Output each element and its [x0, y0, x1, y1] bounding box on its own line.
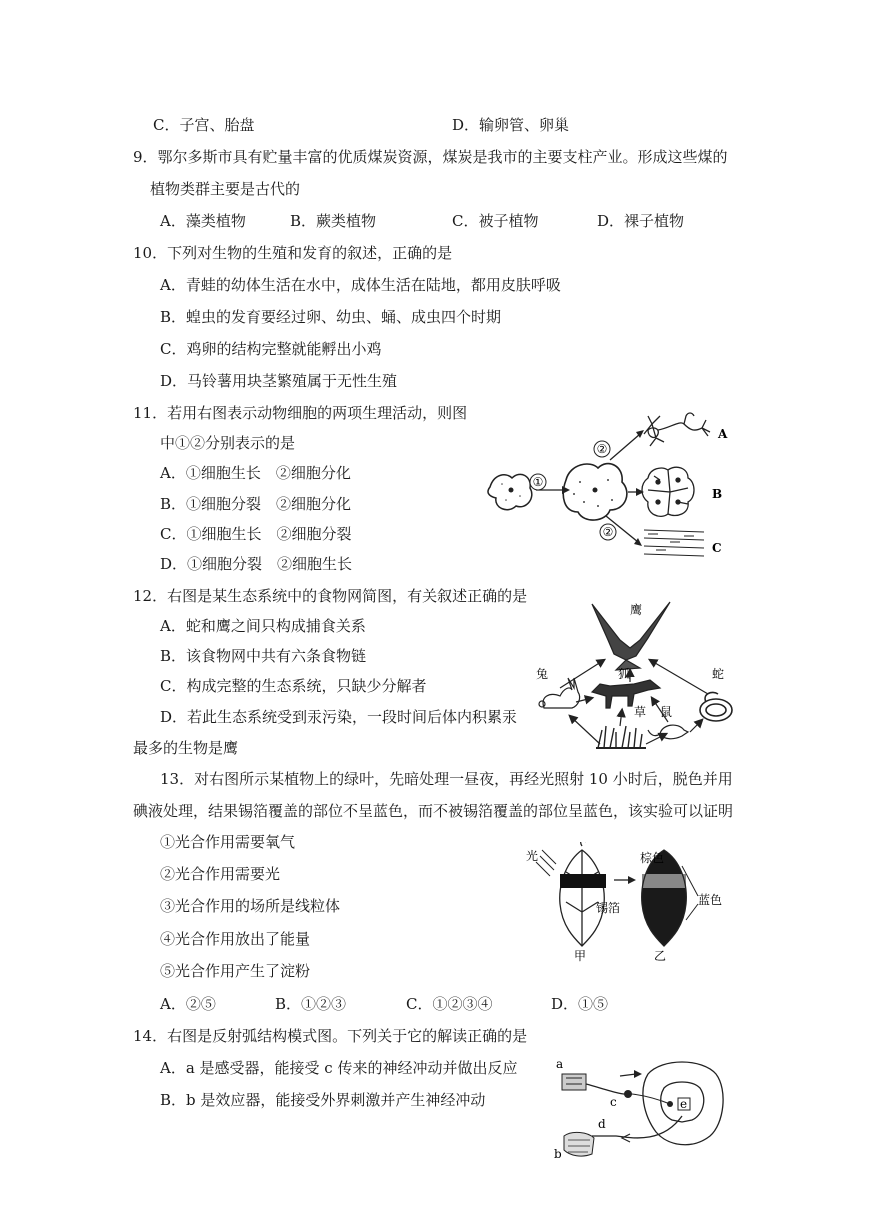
label-b: b [554, 1147, 562, 1161]
label-c: C [712, 541, 722, 555]
q12-option-b: B．该食物网中共有六条食物链 [160, 647, 367, 665]
neuron-cell [644, 413, 710, 446]
food-web-diagram [530, 598, 760, 758]
rabbit-icon [539, 678, 580, 708]
label-d: d [598, 1117, 606, 1131]
q10-stem: 10．下列对生物的生殖和发育的叙述，正确的是 [133, 244, 453, 262]
q14-stem: 14．右图是反射弧结构模式图。下列关于它的解读正确的是 [133, 1027, 528, 1045]
label-e: e [680, 1097, 688, 1111]
snake-label: 蛇 [712, 667, 725, 681]
q13-statement-2: ②光合作用需要光 [160, 865, 281, 883]
label-a: A [718, 427, 728, 441]
leaf-experiment-diagram [522, 842, 732, 962]
q14-option-b: B．b 是效应器，能接受外界刺激并产生神经冲动 [160, 1091, 486, 1109]
light-label: 光 [526, 849, 539, 863]
q9-option-c: C．被子植物 [452, 212, 539, 230]
q9-option-a: A．藻类植物 [160, 212, 246, 230]
q13-option-a: A．②⑤ [160, 995, 216, 1013]
mouse-label: 鼠 [660, 705, 673, 719]
leaf-jia [560, 842, 605, 946]
q13-option-b: B．①②③ [275, 995, 347, 1013]
fox-icon [592, 680, 660, 708]
effector-icon [564, 1132, 594, 1156]
q11-option-b: B．①细胞分裂 ②细胞分化 [160, 495, 352, 513]
q9-stem-line1: 9．鄂尔多斯市具有贮量丰富的优质煤炭资源，煤炭是我市的主要支柱产业。形成这些煤的 [133, 148, 728, 166]
q11-stem-line2: 中①②分别表示的是 [160, 434, 296, 452]
snake-icon [700, 692, 732, 721]
fox-label: 狐 [618, 667, 631, 681]
arrow-2a-label: ② [596, 442, 608, 456]
rabbit-label: 兔 [536, 667, 549, 681]
leaf-jia-label: 甲 [574, 949, 587, 962]
q13-option-d: D．①⑤ [551, 995, 609, 1013]
label-c: c [610, 1095, 617, 1109]
q8-option-c: C．子宫、胎盘 [153, 116, 255, 134]
q12-option-c: C．构成完整的生态系统，只缺少分解者 [160, 677, 427, 695]
q12-stem: 12．右图是某生态系统中的食物网简图，有关叙述正确的是 [133, 587, 528, 605]
arrow-2b-label: ② [602, 525, 614, 539]
brown-label: 棕色 [640, 851, 665, 865]
mouse-icon [648, 725, 688, 739]
epithelial-cells [642, 467, 694, 516]
q13-option-c: C．①②③④ [406, 995, 493, 1013]
label-b: B [712, 487, 723, 501]
q9-option-d: D．裸子植物 [597, 212, 685, 230]
q13-stem-line1: 13．对右图所示某植物上的绿叶，先暗处理一昼夜，再经光照射 10 小时后，脱色并用 [160, 770, 733, 788]
q8-option-d: D．输卵管、卵巢 [452, 116, 570, 134]
grass-label: 草 [634, 705, 647, 719]
eagle-label: 鹰 [629, 603, 643, 617]
foil-label: 锡箔 [596, 901, 621, 915]
reflex-arc-diagram [552, 1054, 742, 1162]
q12-option-d-line2: 最多的生物是鹰 [133, 739, 239, 757]
q9-option-b: B．蕨类植物 [290, 212, 377, 230]
blue-label: 蓝色 [698, 893, 723, 907]
q12-option-d-line1: D．若此生态系统受到汞污染，一段时间后体内积累汞 [160, 708, 518, 726]
q11-stem-line1: 11．若用右图表示动物细胞的两项生理活动，则图 [133, 404, 468, 422]
label-a: a [556, 1057, 564, 1071]
q14-option-a: A．a 是感受器，能接受 c 传来的神经冲动并做出反应 [160, 1059, 518, 1077]
q11-option-a: A．①细胞生长 ②细胞分化 [160, 464, 351, 482]
leaf-yi-label: 乙 [654, 949, 667, 962]
q10-option-d: D．马铃薯用块茎繁殖属于无性生殖 [160, 372, 398, 390]
grass-icon [596, 726, 646, 748]
q13-statement-4: ④光合作用放出了能量 [160, 930, 311, 948]
cell-diagram [480, 402, 730, 572]
receptor-icon [562, 1074, 586, 1090]
q11-option-d: D．①细胞分裂 ②细胞生长 [160, 555, 353, 573]
q13-statement-5: ⑤光合作用产生了淀粉 [160, 962, 311, 980]
arrow-1-label: ① [532, 475, 544, 489]
q10-option-b: B．蝗虫的发育要经过卵、幼虫、蛹、成虫四个时期 [160, 308, 502, 326]
q13-statement-1: ①光合作用需要氧气 [160, 833, 296, 851]
q12-option-a: A．蛇和鹰之间只构成捕食关系 [160, 617, 366, 635]
q11-option-c: C．①细胞生长 ②细胞分裂 [160, 525, 352, 543]
q10-option-a: A．青蛙的幼体生活在水中，成体生活在陆地，都用皮肤呼吸 [160, 276, 561, 294]
q13-stem-line2: 碘液处理，结果锡箔覆盖的部位不呈蓝色，而不被锡箔覆盖的部位呈蓝色，该实验可以证明 [133, 802, 734, 820]
q13-statement-3: ③光合作用的场所是线粒体 [160, 897, 341, 915]
muscle-cells [644, 530, 704, 556]
q9-stem-line2: 植物类群主要是古代的 [150, 180, 301, 198]
light-rays [536, 850, 556, 876]
foil-strip [560, 874, 606, 888]
q10-option-c: C．鸡卵的结构完整就能孵出小鸡 [160, 340, 382, 358]
